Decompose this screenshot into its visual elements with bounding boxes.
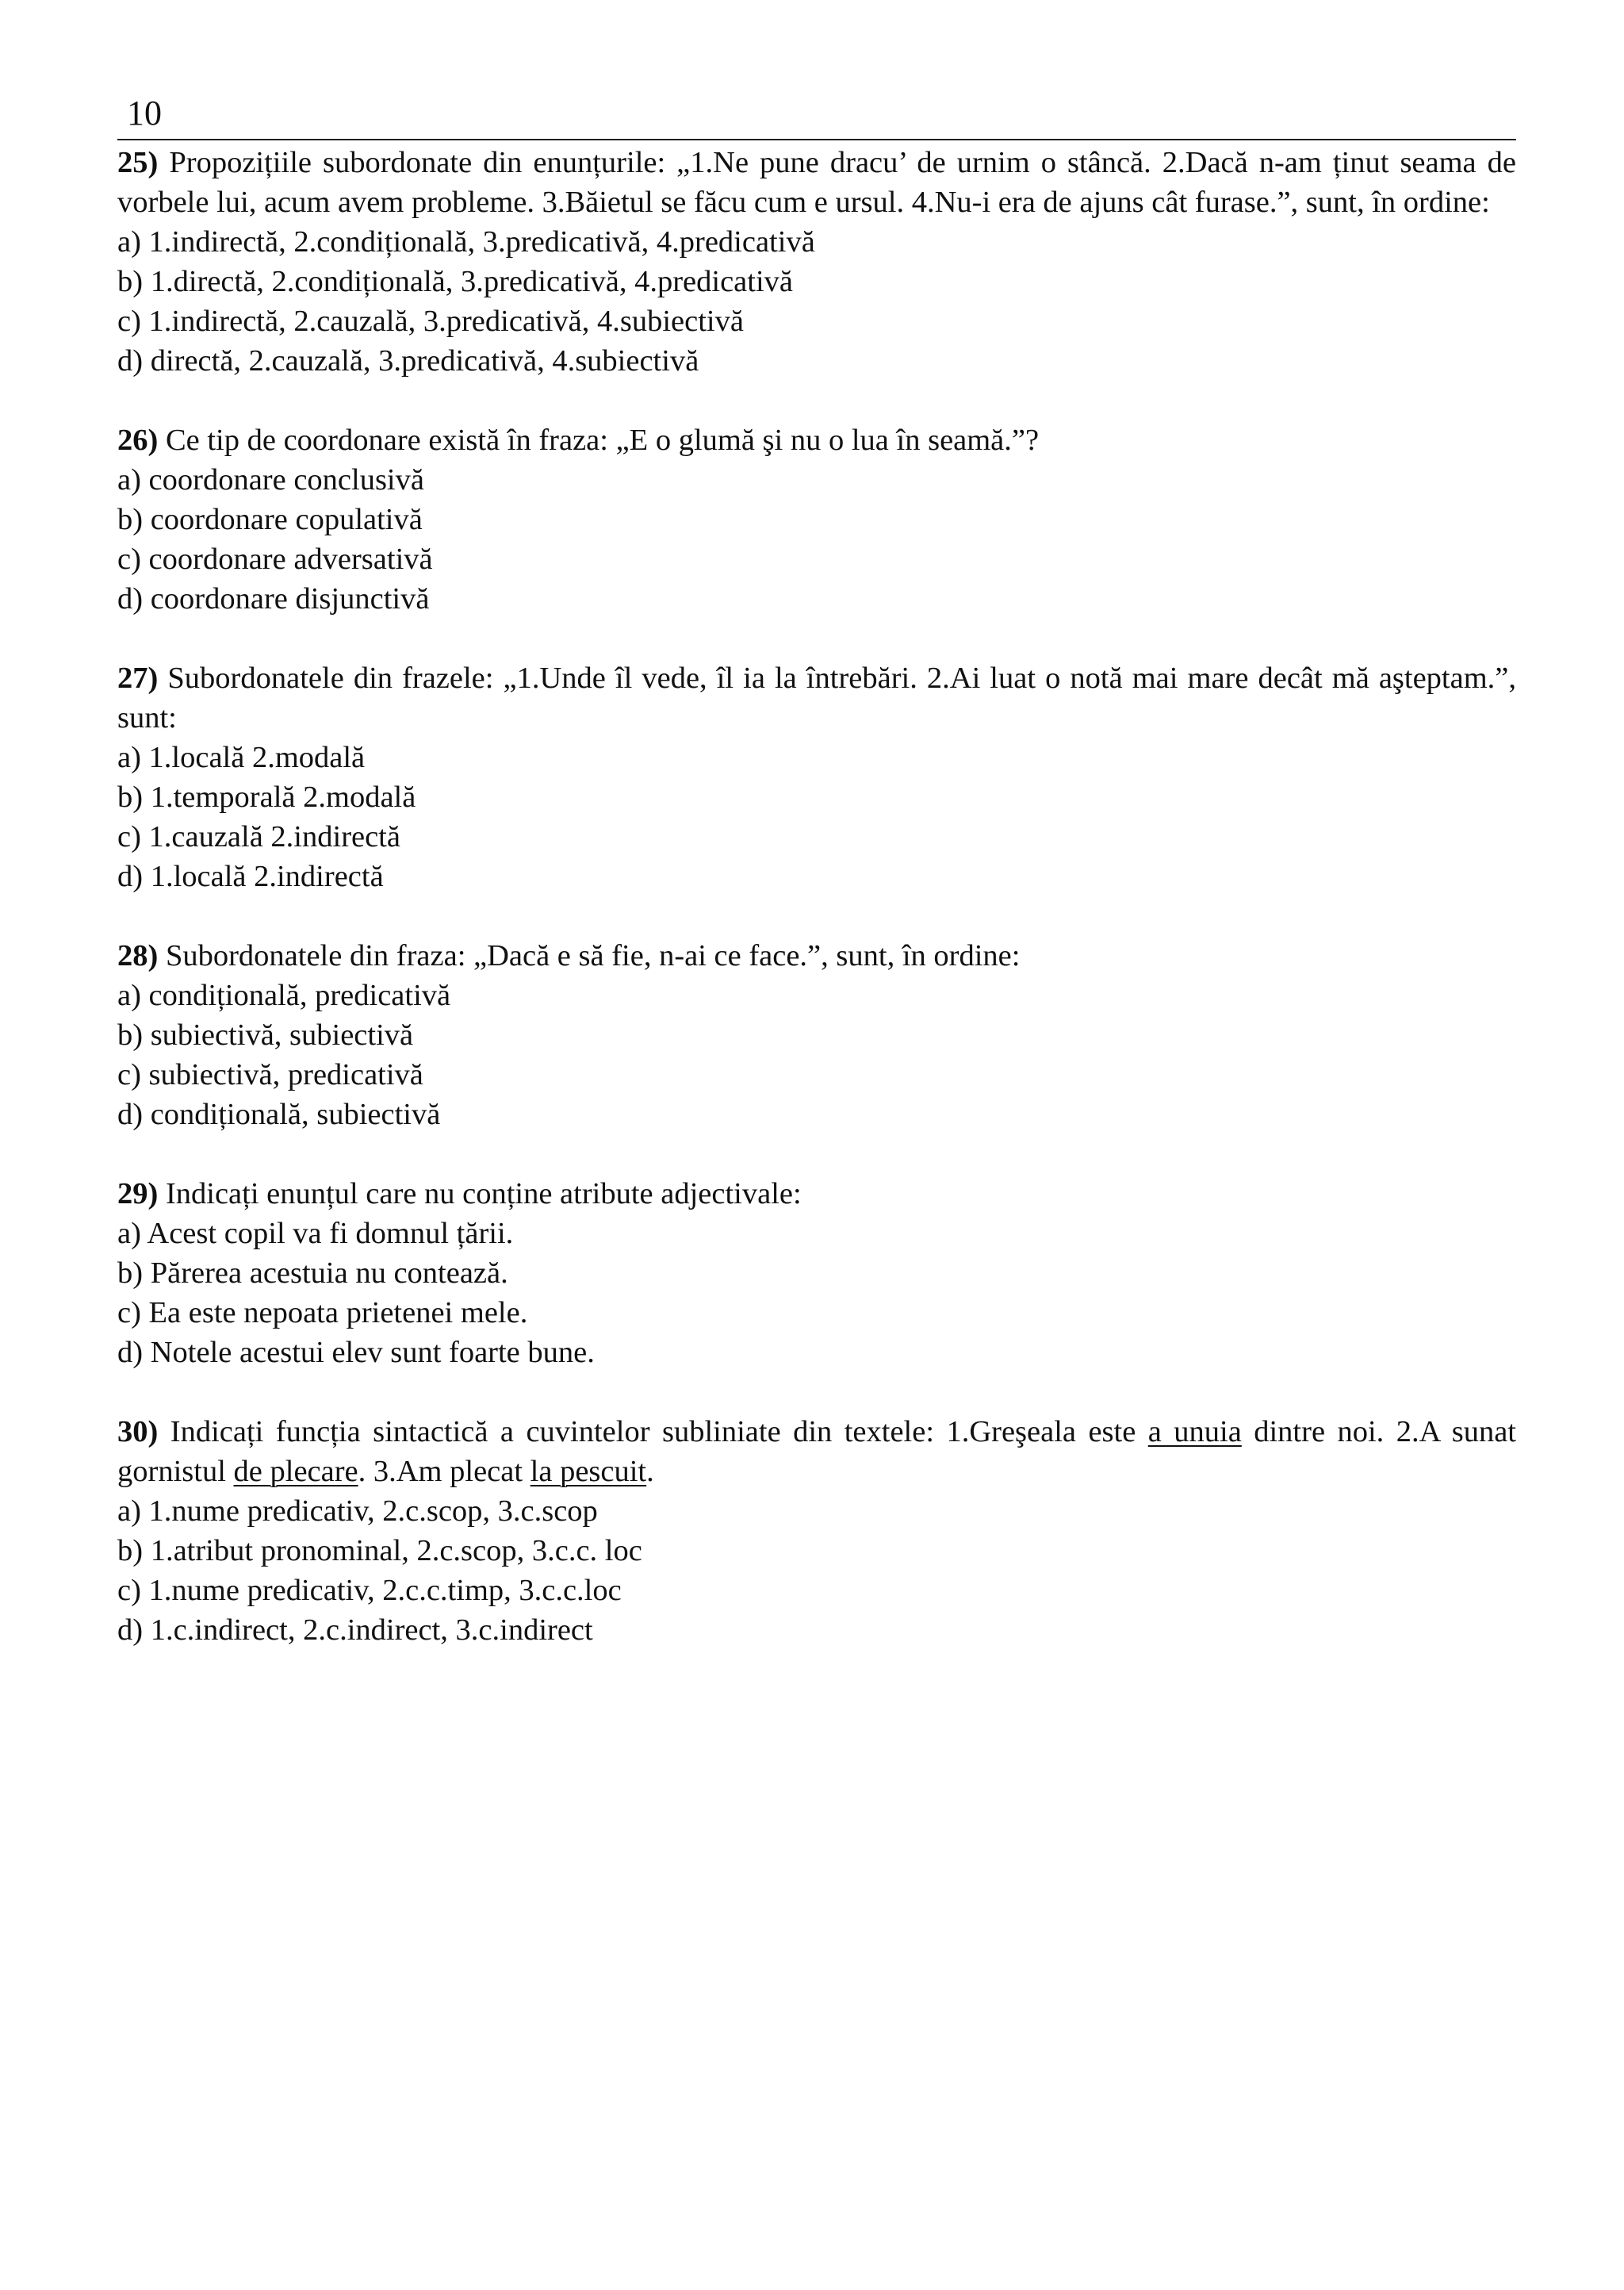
question-stem (117, 1174, 1516, 1214)
question-number: 30) (117, 1415, 159, 1448)
question-stem (117, 1412, 1516, 1491)
answer-option-b: b) subiectivă, subiectivă (117, 1018, 414, 1052)
underlined-phrase: a unuia (1147, 1415, 1242, 1448)
question-text: dintre noi. 2.A sunat gornistul (117, 1415, 1516, 1488)
question-27 (117, 658, 1516, 896)
page-number: 10 (127, 94, 162, 132)
answer-option-b: b) coordonare copulativă (117, 503, 423, 536)
question-text: Ce tip de coordonare există în fraza: „E o glumă şi nu o lua în seamă.”? (165, 424, 1040, 457)
answer-option-a: a) 1.indirectă, 2.condițională, 3.predicativă, 4.predicativă (117, 225, 815, 259)
question-number: 25) (117, 146, 159, 179)
question-list (117, 143, 1516, 1690)
question-number: 29) (117, 1177, 159, 1210)
question-text: . (646, 1455, 654, 1488)
answer-option-d: d) 1.c.indirect, 2.c.indirect, 3.c.indirect (117, 1613, 593, 1647)
question-number: 27) (117, 662, 159, 695)
question-26 (117, 420, 1516, 619)
question-29 (117, 1174, 1516, 1372)
answer-option-d: d) directă, 2.cauzală, 3.predicativă, 4.subiectivă (117, 344, 699, 378)
answer-option-b: b) 1.temporală 2.modală (117, 781, 416, 814)
header-rule (117, 139, 1516, 140)
question-stem (117, 420, 1516, 460)
answer-option-b: b) 1.directă, 2.condițională, 3.predicativă, 4.predicativă (117, 265, 794, 298)
answer-option-c: c) Ea este nepoata prietenei mele. (117, 1296, 528, 1329)
question-text: Indicați funcția sintactică a cuvintelor subliniate din textele: 1.Greşeala este (170, 1415, 1148, 1448)
question-25 (117, 143, 1516, 381)
answer-option-b: b) 1.atribut pronominal, 2.c.scop, 3.c.c. loc (117, 1534, 642, 1567)
answer-option-b: b) Părerea acestuia nu contează. (117, 1256, 508, 1290)
underlined-phrase: la pescuit (530, 1455, 647, 1488)
answer-option-c: c) 1.indirectă, 2.cauzală, 3.predicativă, 4.subiectivă (117, 305, 744, 338)
question-30 (117, 1412, 1516, 1650)
question-number: 28) (117, 939, 159, 972)
answer-option-d: d) coordonare disjunctivă (117, 582, 430, 616)
answer-option-d: d) condițională, subiectivă (117, 1098, 441, 1131)
question-number: 26) (117, 424, 159, 457)
answer-option-a: a) 1.locală 2.modală (117, 741, 366, 774)
answer-option-c: c) 1.nume predicativ, 2.c.c.timp, 3.c.c.loc (117, 1574, 622, 1607)
question-stem (117, 143, 1516, 222)
answer-option-c: c) coordonare adversativă (117, 543, 433, 576)
question-text: Indicați enunțul care nu conține atribute adjectivale: (165, 1177, 802, 1210)
question-text: Propozițiile subordonate din enunțurile: „1.Ne pune dracu’ de urnim o stâncă. 2.Dacă n-am ținut seama de vorbele lui, acum avem probleme. 3.Băietul se făcu cum e ursul. 4.Nu-i era de ajuns cât furase.”, sunt, în ordine: (117, 146, 1516, 219)
answer-option-c: c) subiectivă, predicativă (117, 1058, 423, 1091)
question-stem (117, 936, 1516, 976)
question-28 (117, 936, 1516, 1134)
underlined-phrase: de plecare (233, 1455, 358, 1488)
answer-option-a: a) 1.nume predicativ, 2.c.scop, 3.c.scop (117, 1494, 598, 1528)
answer-option-a: a) Acest copil va fi domnul țării. (117, 1217, 514, 1250)
question-text: . 3.Am plecat (358, 1455, 530, 1488)
answer-option-c: c) 1.cauzală 2.indirectă (117, 820, 400, 853)
question-stem (117, 658, 1516, 738)
answer-option-d: d) Notele acestui elev sunt foarte bune. (117, 1336, 595, 1369)
answer-option-d: d) 1.locală 2.indirectă (117, 860, 384, 893)
question-text: Subordonatele din fraza: „Dacă e să fie, n-ai ce face.”, sunt, în ordine: (165, 939, 1021, 972)
question-text: Subordonatele din frazele: „1.Unde îl vede, îl ia la întrebări. 2.Ai luat o notă mai mare decât mă aşteptam.”, sunt: (117, 662, 1517, 735)
answer-option-a: a) coordonare conclusivă (117, 463, 424, 497)
answer-option-a: a) condițională, predicativă (117, 979, 451, 1012)
